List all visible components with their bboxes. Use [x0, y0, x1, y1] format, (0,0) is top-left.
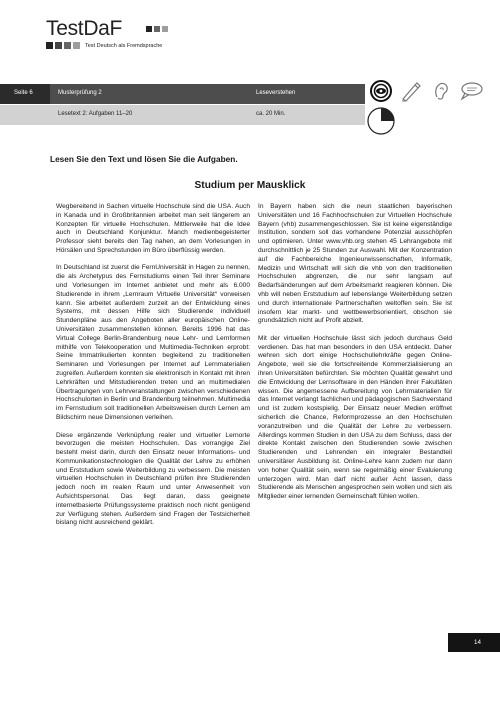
task-label: Lesetext 2: Aufgaben 11–20	[58, 111, 133, 117]
logo-subline	[46, 42, 162, 49]
section-label: Leseverstehen	[256, 90, 296, 96]
listening-ear-icon	[426, 76, 456, 106]
logo-square	[73, 42, 80, 49]
logo-squares	[146, 26, 168, 32]
skill-icons	[366, 76, 486, 106]
reading-eye-icon	[366, 76, 396, 106]
testdaf-logo	[46, 18, 162, 49]
logo-square	[162, 26, 168, 32]
logo-tagline: Test Deutsch als Fremdsprache	[85, 42, 163, 49]
time-label: ca. 20 Min.	[256, 111, 286, 117]
logo-square	[64, 42, 71, 49]
writing-pen-icon	[396, 76, 426, 106]
logo-square	[154, 26, 160, 32]
task-instruction: Lesen Sie den Text und lösen Sie die Aufgaben.	[50, 154, 238, 164]
progress-pie-slice	[381, 108, 394, 121]
article-title: Studium per Mausklick	[194, 180, 306, 191]
logo-brand: TestDaF	[46, 17, 123, 40]
logo-square	[46, 42, 53, 49]
logo-square	[55, 42, 62, 49]
page-number-box	[448, 633, 500, 652]
header-row-exam	[0, 84, 365, 104]
section-header	[0, 84, 365, 125]
header-row-task	[0, 105, 365, 125]
paragraph: In Bayern haben sich die neun staatlichen bayerischen Universitäten und 16 Fachhochschulen zur Virtuellen Hochschule Bayern (vhb) zusammengeschlossen. Sie ist keine eigenständige Institution, sondern soll das vorhandene Potenzial ausschöpfen und optimieren. Unter www.vhb.org stehen 45 Lehrangebote mit durchschnittlich je 25 Stunden zur Auswahl. Mit der Konzentration auf die Fachbereiche Ingenieurwissenschaften, Informatik, Medizin und Wirtschaft will sich die vhb von den traditionellen Hochschulen abgrenzen, die nur sehr langsam auf Bedarfsänderungen auf dem Arbeitsmarkt reagieren können. Die vhb will neben Erststudium auf lebenslange Weiterbildung setzen und durch internationale Partnerschaften weltoffen sein. Sie ist insofern klar markt- und wettbewerbsorientiert, obschon sie grundsätzlich nicht auf Profit abzielt.	[258, 203, 452, 325]
page-label: Seite 6	[14, 90, 33, 96]
paragraph: In Deutschland ist zuerst die FernUniversität in Hagen zu nennen, die als Archetypus des Fernstudiums einen Teil ihrer Seminare und Vorlesungen im Internet anbietet und mehr als 6.000 Studierende in ihrem „Lernraum Virtuelle Universität“ vorweisen kann. Sie arbeitet außerdem zurzeit an der Entwicklung eines Systems, mit dessen Hilfe sich Studierende individuell Stundenpläne aus den Angeboten aller europäischen Online-Universitäten zusammenstellen können. Bereits 1996 hat das Virtual College Berlin-Brandenburg neue Lehr- und Lernformen mithilfe von Telekooperation und Multimedia-Techniken erprobt: Seine Immatrikulierten konnten begleitend zu traditionellen Seminaren und Vorlesungen per Internet auf Lernmaterialien zugreifen. Außerdem konnten sie elektronisch in Kontakt mit ihren Lehrkräften und Mitstudierenden treten und an multimedialen Übertragungen von Lehrveranstaltungen zwischen verschiedenen Hochschulorten in Berlin und Brandenburg teilnehmen. Multimedia im Fernstudium soll traditionellen Arbeitsweisen durch Lernen am Bildschirm neue Dimensionen verleihen.	[56, 264, 250, 422]
paragraph: Mit der virtuellen Hochschule lässt sich jedoch durchaus Geld verdienen. Das hat man besonders in den USA entdeckt. Daher wehren sich dort einige Hochschullehrkräfte gegen Online-Angebote, weil sie die fortschreitende Kommerzialisierung an ihren Universitäten befürchten. Sie möchten Qualität gewahrt und die Entwicklung der Lernsoftware in den Händen ihrer Fakultäten wissen. Die angemessene Aufbereitung von Lehrmaterialien für das Internet verlangt fachlichen und pädagogischen Sachverstand und ist zudem kostspielig. Der Einsatz neuer Medien eröffnet sicherlich die Chance, Reformprozesse an den Hochschulen voranzutreiben und die Qualität der Lehre zu verbessern. Allerdings kommen Studien in den USA zu dem Schluss, dass der direkte Kontakt zwischen den Studierenden sowie zwischen Studierenden und Lehrenden ein integraler Bestandteil universitärer Ausbildung ist. Online-Lehre kann zudem nur dann von hoher Qualität sein, wenn sie regelmäßig einer Evaluierung unterzogen wird. Man darf nicht außer Acht lassen, dass Studierende als Menschen angesprochen sein wollen und sich als Mitglieder einer lernenden Gemeinschaft fühlen wollen.	[258, 334, 452, 501]
page-number: 14	[474, 639, 481, 646]
speaking-bubble-icon	[456, 76, 486, 106]
progress-pie-icon	[366, 106, 396, 141]
text-column-right	[258, 203, 452, 511]
logo-square	[146, 26, 152, 32]
paragraph: Diese ergänzende Verknüpfung realer und virtueller Lernorte bevorzugen die meisten Hochschulen. Das vorrangige Ziel besteht meist darin, durch den Einsatz neuer Informations- und Kommunikationstechnologien die Qualität der Lehre zu erhöhen und Erststudium sowie Weiterbildung zu verbessern. Die meisten virtuellen Hochschulen in Deutschland prüfen ihre Studierenden jedoch noch im realen Raum und unter Anwesenheit von Aufsichtspersonal. Das liegt daran, dass geeignete internetbasierte Prüfungssysteme praktisch noch nicht genügend zur Verfügung stehen. Außerdem sind Fragen der Testsicherheit bislang nicht ausreichend geklärt.	[56, 431, 250, 527]
exam-label: Musterprüfung 2	[58, 90, 102, 96]
paragraph: Wegbereitend in Sachen virtuelle Hochschule sind die USA. Auch in Kanada und in Großbritannien arbeitet man seit längerem an Konzepten für virtuelle Hochschulen. Mittlerweile hat die Idee auch in Deutschland Konjunktur. Manch medienbegeisterter Professor sieht bereits den Tag nahen, an dem Vorlesungen in Hörsälen und Sprechstunden im Büro überflüssig werden.	[56, 203, 250, 254]
text-column-left	[56, 203, 250, 537]
